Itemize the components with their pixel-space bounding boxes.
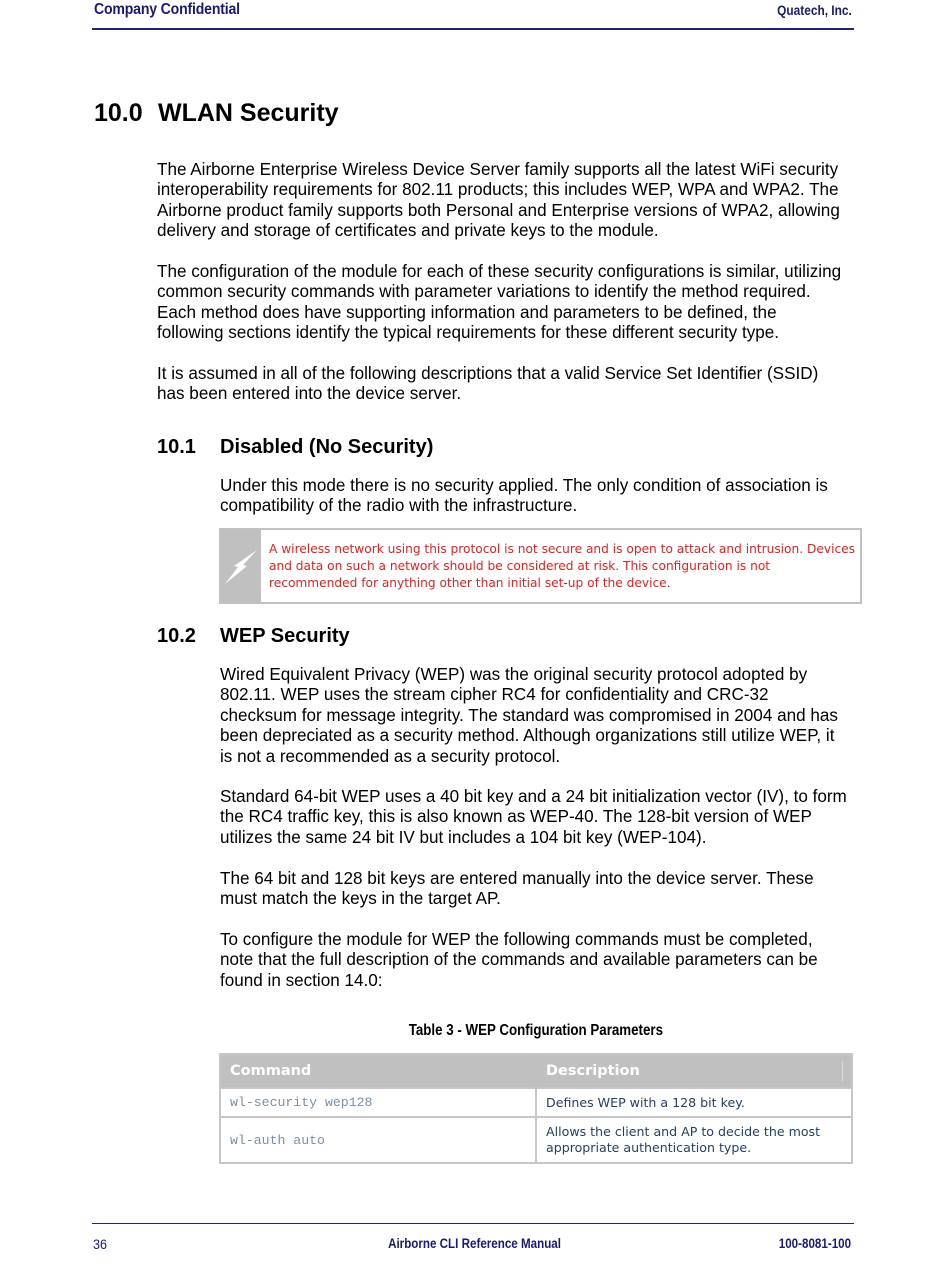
command-cell: wl-auth auto — [220, 1117, 536, 1163]
disabled-paragraph: Under this mode there is no security applied. The only condition of association is compatibility of the radio with the infrastructure. — [220, 476, 828, 516]
wep-paragraph-2: Standard 64-bit WEP uses a 40 bit key and a 24 bit initialization vector (IV), to form the RC4 traffic key, this is also known as WEP-40. The 128-bit version of WEP utilizes the same 24 bit IV but includes a 104 bit key (WEP-104). — [220, 787, 847, 847]
table-row — [220, 1117, 852, 1163]
intro-paragraph-2: The configuration of the module for each of these security configurations is similar, utilizing common security commands with parameter variations to identify the method required. Each method does have supporting information and parameters to be defined, the following sections identify the typical requirements for these different security type. — [157, 262, 842, 343]
table-header-row — [220, 1054, 852, 1088]
subsection-title: Disabled (No Security) — [220, 436, 434, 458]
section-heading — [94, 99, 339, 128]
section-number: 10.0 — [94, 99, 143, 127]
wep-paragraph-1: Wired Equivalent Privacy (WEP) was the original security protocol adopted by 802.11. WEP uses the stream cipher RC4 for confidentiality and CRC-32 checksum for message integrity. The standard was compromised in 2004 and has been depreciated as a security method. Although organizations still utilize WEP, it is not a recommended as a security protocol. — [220, 665, 838, 766]
table-caption: Table 3 - WEP Configuration Parameters — [408, 1022, 664, 1039]
subsection-number: 10.1 — [157, 436, 196, 458]
section-title: WLAN Security — [158, 99, 339, 127]
subsection-heading-wep — [157, 625, 350, 648]
wep-paragraph-4: To configure the module for WEP the following commands must be completed, note that the full description of the commands and available parameters can be found in section 14.0: — [220, 930, 818, 990]
table-row — [220, 1088, 852, 1117]
header-confidential-label: Company Confidential — [94, 1, 240, 18]
column-header-command: Command — [220, 1054, 536, 1088]
column-header-description: Description — [536, 1054, 852, 1088]
wep-paragraph-3: The 64 bit and 128 bit keys are entered manually into the device server. These must match the keys in the target AP. — [220, 869, 814, 909]
intro-paragraph-1: The Airborne Enterprise Wireless Device Server family supports all the latest WiFi security interoperability requirements for 802.11 products; this includes WEP, WPA and WPA2. The Airborne product family supports both Personal and Enterprise versions of WPA2, allowing delivery and storage of certificates and private keys to the module. — [157, 160, 840, 241]
subsection-title: WEP Security — [220, 625, 350, 647]
intro-paragraph-3: It is assumed in all of the following descriptions that a valid Service Set Identifier (SSID) has been entered into the device server. — [157, 364, 819, 404]
description-cell: Allows the client and AP to decide the most appropriate authentication type. — [536, 1117, 852, 1163]
lightning-bolt-icon — [221, 530, 261, 602]
description-cell: Defines WEP with a 128 bit key. — [536, 1088, 852, 1117]
footer-doc-number: 100-8081-100 — [778, 1236, 851, 1251]
warning-note — [219, 528, 862, 604]
warning-text: A wireless network using this protocol is not secure and is open to attack and intrusion. Devices and data on such a network should be considered at risk. This configuration is not recommended for anything other than initial set-up of the device. — [269, 542, 856, 590]
page-header — [92, 0, 854, 30]
footer-manual-title: Airborne CLI Reference Manual — [388, 1236, 562, 1251]
footer-rule — [92, 1223, 854, 1224]
subsection-heading-disabled — [157, 436, 433, 459]
command-cell: wl-security wep128 — [220, 1088, 536, 1117]
footer-page-number: 36 — [93, 1236, 108, 1252]
wep-config-table — [219, 1053, 853, 1164]
header-company-name: Quatech, Inc. — [777, 3, 852, 18]
subsection-number: 10.2 — [157, 625, 196, 647]
